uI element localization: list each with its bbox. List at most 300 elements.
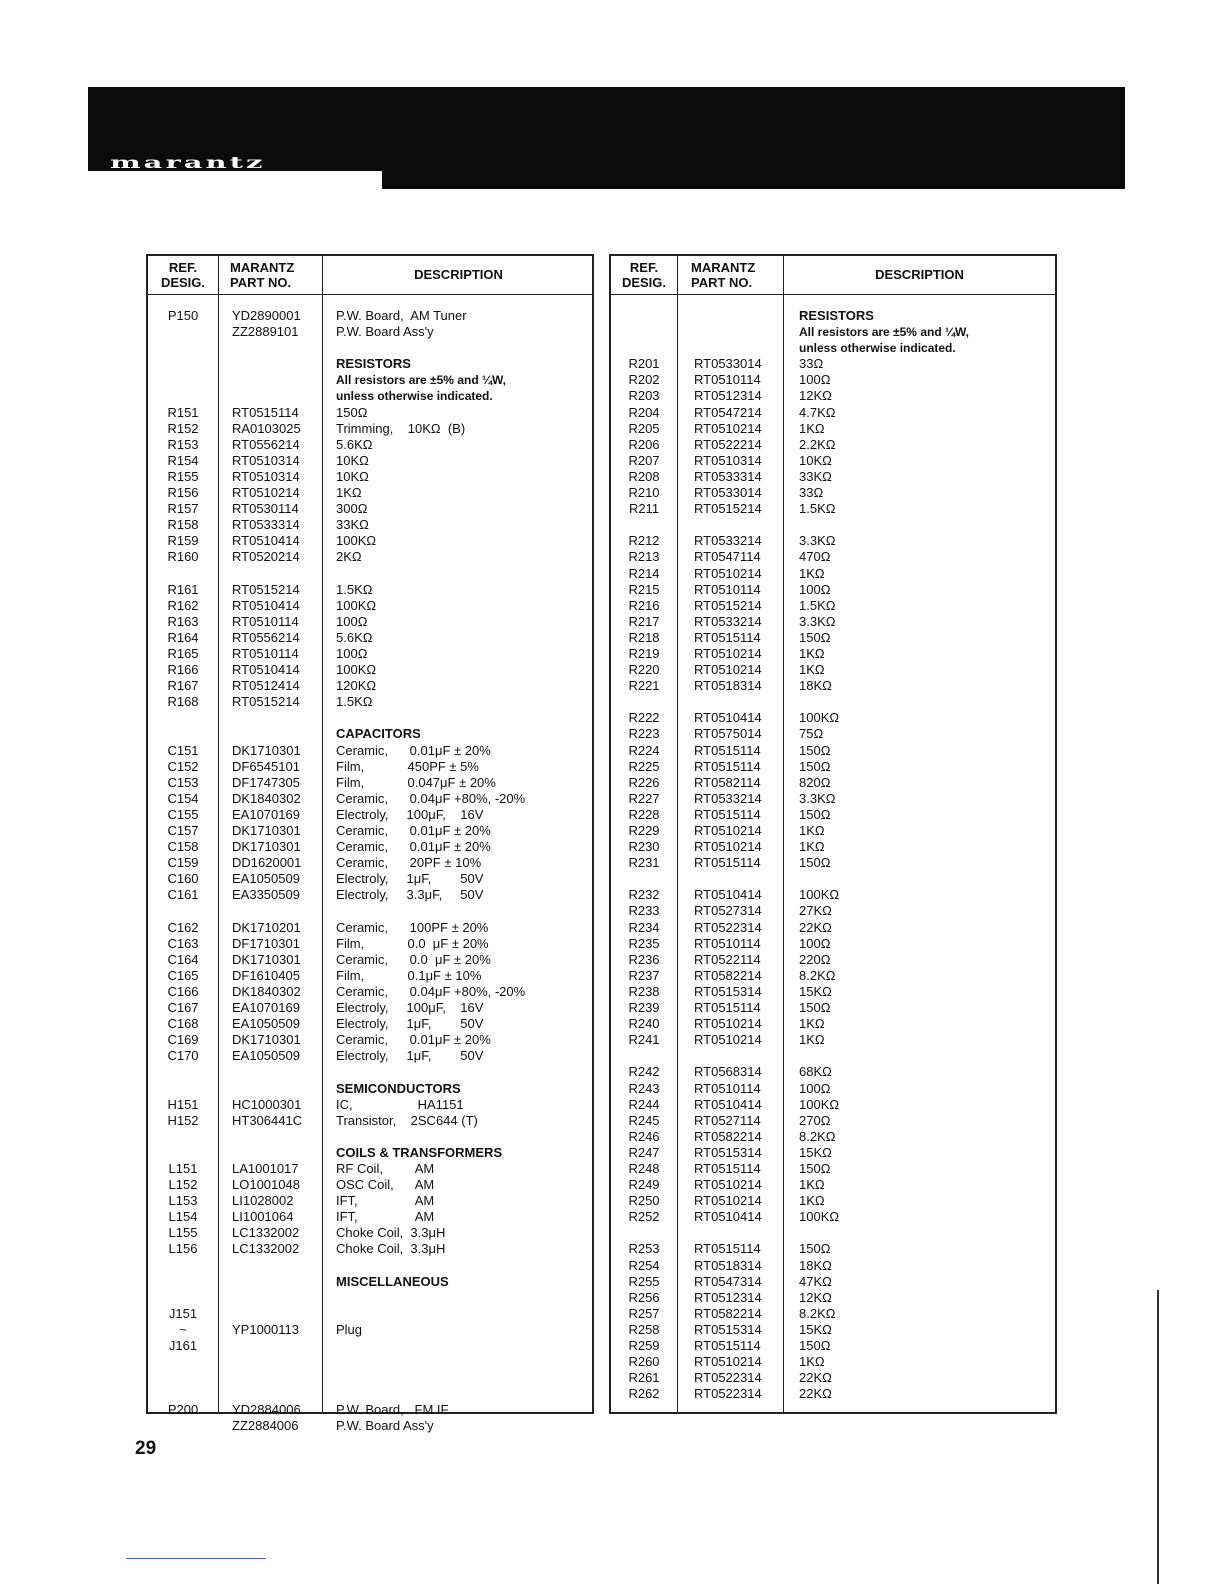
description-cell: Film, 0.0 μF ± 20% bbox=[336, 935, 489, 951]
ref-desig-cell: C151 bbox=[167, 742, 199, 758]
description-cell: 150Ω bbox=[799, 1338, 831, 1353]
ref-desig-cell: L154 bbox=[168, 1209, 198, 1225]
part-no-cell: RT0533014 bbox=[694, 485, 762, 501]
ref-desig-cell: R163 bbox=[167, 613, 199, 629]
ref-desig-cell: L152 bbox=[168, 1177, 198, 1193]
table-row bbox=[611, 743, 1055, 759]
table-row bbox=[611, 453, 1055, 469]
part-no-cell: RT0515114 bbox=[694, 629, 761, 645]
table-row bbox=[148, 807, 592, 823]
part-no-cell: RT0533214 bbox=[694, 613, 762, 629]
ref-desig-cell: R210 bbox=[628, 485, 660, 501]
header-divider bbox=[148, 294, 592, 295]
part-no-cell: DK1710301 bbox=[232, 1032, 301, 1048]
part-no-cell: RT0510214 bbox=[694, 565, 762, 581]
part-no-cell: RT0547114 bbox=[694, 549, 761, 565]
table-row bbox=[148, 678, 592, 694]
table-row bbox=[148, 501, 592, 517]
section-heading: RESISTORS bbox=[799, 308, 874, 323]
part-no-cell: RT0512414 bbox=[232, 678, 300, 694]
table-row bbox=[611, 1145, 1055, 1161]
part-no-cell: DF1610405 bbox=[232, 967, 300, 983]
description-cell: 33KΩ bbox=[336, 517, 369, 533]
ref-desig-cell: R203 bbox=[628, 388, 660, 404]
table-row bbox=[611, 968, 1055, 984]
part-no-cell: RT0510114 bbox=[694, 1080, 761, 1096]
table-row bbox=[611, 871, 1055, 887]
part-no-cell: RT0510214 bbox=[694, 645, 762, 661]
description-cell: 10KΩ bbox=[336, 452, 369, 468]
part-no-cell: RT0556214 bbox=[232, 629, 300, 645]
description-cell: 100KΩ bbox=[799, 710, 840, 726]
table-row bbox=[611, 421, 1055, 437]
ref-desig-cell: R248 bbox=[628, 1160, 660, 1176]
part-no-cell: RT0515114 bbox=[694, 806, 761, 822]
description-cell: 12KΩ bbox=[799, 388, 832, 404]
table-row bbox=[148, 1306, 592, 1322]
description-cell: Ceramic, 0.01μF ± 20% bbox=[336, 823, 491, 838]
description-cell: Ceramic, 0.01μF ± 20% bbox=[336, 839, 491, 855]
table-row bbox=[611, 598, 1055, 614]
part-no-cell: DD1620001 bbox=[232, 855, 302, 871]
table-row bbox=[611, 791, 1055, 807]
description-cell: 100KΩ bbox=[799, 887, 840, 903]
description-cell: 33Ω bbox=[799, 356, 824, 372]
table-row bbox=[611, 1209, 1055, 1225]
table-row bbox=[148, 1322, 592, 1338]
part-no-cell: RT0515114 bbox=[694, 855, 761, 871]
part-no-cell: EA1070169 bbox=[232, 806, 300, 822]
table-row bbox=[148, 1338, 592, 1354]
part-no-cell: RT0515114 bbox=[694, 742, 761, 758]
table-row bbox=[611, 549, 1055, 565]
part-no-cell: YP1000113 bbox=[232, 1321, 299, 1337]
ref-desig-cell: R247 bbox=[628, 1144, 660, 1160]
table-row bbox=[611, 485, 1055, 501]
part-no-cell: RT0515114 bbox=[694, 1000, 761, 1016]
description-cell: 150Ω bbox=[799, 1241, 831, 1257]
ref-desig-cell: C169 bbox=[167, 1032, 199, 1048]
part-no-cell: RT0510214 bbox=[694, 1193, 762, 1209]
part-no-cell: RT0510414 bbox=[232, 662, 300, 678]
part-no-cell: RT0520214 bbox=[232, 549, 300, 565]
ref-desig-cell: R214 bbox=[628, 565, 660, 581]
part-no-cell: RT0518314 bbox=[694, 1257, 762, 1273]
ref-desig-header: REF. DESIG. bbox=[621, 260, 667, 290]
description-cell: 10KΩ bbox=[336, 468, 369, 484]
table-row bbox=[611, 646, 1055, 662]
scan-edge-line bbox=[1157, 1290, 1159, 1584]
part-no-cell: RT0575014 bbox=[694, 726, 762, 742]
description-cell: Electroly, 1μF, 50V bbox=[336, 1048, 484, 1064]
table-row bbox=[611, 1193, 1055, 1209]
part-no-cell: DK1710301 bbox=[232, 823, 301, 838]
description-cell: 100Ω bbox=[799, 935, 831, 951]
table-row bbox=[148, 1048, 592, 1064]
table-row bbox=[148, 324, 592, 340]
description-cell: 10KΩ bbox=[799, 452, 832, 468]
section-note: All resistors are ±5% and ¼W, bbox=[336, 373, 506, 388]
ref-desig-cell: R253 bbox=[628, 1241, 660, 1257]
table-row bbox=[148, 485, 592, 501]
part-no-cell: RT0515114 bbox=[694, 1338, 761, 1353]
description-cell: Trimming, 10KΩ (B) bbox=[336, 420, 466, 436]
description-cell: 1.5KΩ bbox=[336, 581, 373, 597]
description-cell: 1KΩ bbox=[799, 1032, 825, 1048]
footer-rule bbox=[126, 1558, 266, 1559]
table-row bbox=[148, 952, 592, 968]
description-cell: 150Ω bbox=[799, 629, 831, 645]
ref-desig-cell: L156 bbox=[168, 1241, 198, 1257]
ref-desig-cell: R155 bbox=[167, 468, 199, 484]
part-no-cell: LO1001048 bbox=[232, 1177, 300, 1193]
ref-desig-cell: R233 bbox=[628, 903, 660, 919]
ref-desig-cell: C152 bbox=[167, 758, 199, 774]
part-no-cell: RT0515214 bbox=[694, 501, 762, 517]
header-banner-tab bbox=[382, 171, 1125, 189]
part-no-cell: YD2890001 bbox=[232, 308, 301, 323]
ref-desig-cell: R158 bbox=[167, 517, 199, 533]
ref-desig-cell: R165 bbox=[167, 645, 199, 661]
description-cell: 1KΩ bbox=[799, 565, 825, 581]
part-no-cell: RT0515114 bbox=[694, 1160, 761, 1176]
table-rows bbox=[148, 308, 592, 1435]
ref-desig-cell: R213 bbox=[628, 549, 660, 565]
ref-desig-cell: R160 bbox=[167, 549, 199, 565]
table-row bbox=[148, 453, 592, 469]
ref-desig-cell: J161 bbox=[168, 1338, 198, 1353]
ref-desig-cell: H152 bbox=[167, 1112, 199, 1128]
table-row bbox=[148, 517, 592, 533]
description-cell: 100Ω bbox=[799, 372, 831, 388]
part-no-cell: EA1050509 bbox=[232, 1016, 300, 1032]
description-cell: Ceramic, 0.01μF ± 20% bbox=[336, 742, 491, 758]
description-cell: 75Ω bbox=[799, 726, 824, 742]
part-no-cell: RT0582214 bbox=[694, 967, 762, 983]
table-row bbox=[611, 324, 1055, 340]
ref-desig-cell: R258 bbox=[628, 1321, 660, 1337]
part-no-cell: DF1710301 bbox=[232, 935, 300, 951]
description-cell: 3.3KΩ bbox=[799, 533, 836, 549]
description-cell: Ceramic, 20PF ± 10% bbox=[336, 855, 482, 871]
part-no-cell: EA1050509 bbox=[232, 1048, 300, 1064]
table-row bbox=[611, 1081, 1055, 1097]
ref-desig-cell: R252 bbox=[628, 1209, 660, 1225]
ref-desig-cell: C155 bbox=[167, 806, 199, 822]
table-row bbox=[611, 1322, 1055, 1338]
table-row bbox=[611, 1097, 1055, 1113]
description-cell: 15KΩ bbox=[799, 1144, 832, 1160]
part-no-cell: RT0510414 bbox=[232, 533, 300, 549]
table-row bbox=[611, 388, 1055, 404]
description-cell: 150Ω bbox=[799, 742, 831, 758]
table-row bbox=[611, 839, 1055, 855]
description-cell: 1KΩ bbox=[799, 420, 825, 436]
ref-desig-cell: C168 bbox=[167, 1016, 199, 1032]
ref-desig-cell: R202 bbox=[628, 372, 660, 388]
ref-desig-cell: R234 bbox=[628, 919, 660, 935]
table-row bbox=[611, 517, 1055, 533]
ref-desig-cell: R156 bbox=[167, 485, 199, 501]
description-cell: IFT, AM bbox=[336, 1209, 435, 1225]
ref-desig-cell: R259 bbox=[628, 1338, 660, 1353]
ref-desig-cell: C170 bbox=[167, 1048, 199, 1064]
table-row bbox=[611, 1129, 1055, 1145]
description-cell: Choke Coil, 3.3μH bbox=[336, 1241, 446, 1257]
part-no-cell: RT0582114 bbox=[694, 774, 761, 790]
marantz-logo: marantz bbox=[110, 152, 266, 172]
table-row bbox=[611, 566, 1055, 582]
table-row bbox=[148, 726, 592, 742]
table-row bbox=[148, 1225, 592, 1241]
description-cell: 12KΩ bbox=[799, 1289, 832, 1305]
part-no-cell: DK1710201 bbox=[232, 919, 301, 935]
ref-desig-cell: P150 bbox=[167, 308, 199, 323]
description-cell: 820Ω bbox=[799, 774, 831, 790]
ref-desig-cell: C166 bbox=[167, 983, 199, 999]
description-cell: 1KΩ bbox=[799, 645, 825, 661]
part-no-cell: RA0103025 bbox=[232, 420, 301, 436]
description-cell: 33KΩ bbox=[799, 468, 832, 484]
part-no-cell: RT0568314 bbox=[694, 1064, 762, 1080]
table-row bbox=[148, 566, 592, 582]
description-cell: Electroly, 3.3μF, 50V bbox=[336, 887, 484, 903]
ref-desig-cell: R220 bbox=[628, 662, 660, 678]
part-no-cell: RT0515214 bbox=[232, 581, 300, 597]
table-row bbox=[611, 501, 1055, 517]
table-row bbox=[148, 710, 592, 726]
part-no-cell: RT0522214 bbox=[694, 436, 762, 452]
table-row bbox=[611, 1113, 1055, 1129]
part-no-cell: RT0510114 bbox=[232, 645, 299, 661]
part-no-header: MARANTZ PART NO. bbox=[230, 260, 295, 290]
part-no-cell: LI1001064 bbox=[232, 1209, 294, 1225]
ref-desig-cell: R152 bbox=[167, 420, 199, 436]
table-row bbox=[611, 1032, 1055, 1048]
ref-desig-cell: R261 bbox=[628, 1370, 660, 1386]
table-row bbox=[148, 887, 592, 903]
table-row bbox=[611, 662, 1055, 678]
ref-desig-cell: R161 bbox=[167, 581, 199, 597]
ref-desig-cell: R212 bbox=[628, 533, 660, 549]
table-row bbox=[611, 952, 1055, 968]
part-no-cell: EA3350509 bbox=[232, 887, 300, 903]
table-row bbox=[148, 646, 592, 662]
table-row bbox=[148, 1129, 592, 1145]
ref-desig-cell: R164 bbox=[167, 629, 199, 645]
ref-desig-cell: R217 bbox=[628, 613, 660, 629]
description-header: DESCRIPTION bbox=[414, 267, 503, 282]
table-row bbox=[148, 1081, 592, 1097]
table-row bbox=[611, 340, 1055, 356]
ref-desig-cell: R218 bbox=[628, 629, 660, 645]
part-no-cell: YD2884006 bbox=[232, 1402, 301, 1418]
description-cell: 2.2KΩ bbox=[799, 436, 836, 452]
ref-desig-cell: R243 bbox=[628, 1080, 660, 1096]
table-row bbox=[148, 1000, 592, 1016]
table-row bbox=[148, 630, 592, 646]
ref-desig-cell: C160 bbox=[167, 871, 199, 887]
part-no-cell: EA1070169 bbox=[232, 1000, 300, 1016]
section-heading: COILS & TRANSFORMERS bbox=[336, 1144, 503, 1160]
table-row bbox=[148, 968, 592, 984]
table-row bbox=[148, 1161, 592, 1177]
table-row bbox=[611, 405, 1055, 421]
part-no-cell: RT0510314 bbox=[694, 452, 762, 468]
table-row bbox=[611, 710, 1055, 726]
ref-desig-cell: R229 bbox=[628, 823, 660, 838]
description-cell: 8.2KΩ bbox=[799, 1305, 836, 1321]
ref-desig-cell: R162 bbox=[167, 597, 199, 613]
description-cell: 300Ω bbox=[336, 501, 368, 517]
ref-desig-cell: C161 bbox=[167, 887, 199, 903]
table-row bbox=[148, 823, 592, 839]
part-no-cell: HT306441C bbox=[232, 1112, 303, 1128]
ref-desig-cell: L151 bbox=[168, 1160, 198, 1176]
ref-desig-cell: R257 bbox=[628, 1305, 660, 1321]
ref-desig-cell: R219 bbox=[628, 645, 660, 661]
table-row bbox=[148, 791, 592, 807]
ref-desig-cell: R230 bbox=[628, 839, 660, 855]
description-cell: 3.3KΩ bbox=[799, 613, 836, 629]
part-no-cell: RT0547214 bbox=[694, 404, 762, 420]
ref-desig-cell: R260 bbox=[628, 1354, 660, 1370]
description-cell: P.W. Board Ass'y bbox=[336, 1418, 434, 1434]
ref-desig-cell: L153 bbox=[168, 1193, 198, 1209]
description-cell: 100Ω bbox=[799, 1080, 831, 1096]
table-row bbox=[148, 549, 592, 565]
ref-desig-cell: R239 bbox=[628, 1000, 660, 1016]
part-no-cell: RT0530114 bbox=[232, 501, 299, 517]
description-cell: 150Ω bbox=[799, 806, 831, 822]
part-no-cell: RT0510214 bbox=[694, 1177, 762, 1193]
ref-desig-cell: R167 bbox=[167, 678, 199, 694]
table-row bbox=[611, 1258, 1055, 1274]
table-row bbox=[611, 1241, 1055, 1257]
ref-desig-cell: R245 bbox=[628, 1112, 660, 1128]
description-cell: Plug bbox=[336, 1321, 363, 1337]
description-cell: 68KΩ bbox=[799, 1064, 832, 1080]
table-row bbox=[148, 871, 592, 887]
part-no-cell: RT0510214 bbox=[694, 662, 762, 678]
description-cell: 22KΩ bbox=[799, 919, 832, 935]
table-rows bbox=[611, 308, 1055, 1402]
part-no-cell: DK1710301 bbox=[232, 951, 301, 967]
description-cell: 3.3KΩ bbox=[799, 790, 836, 806]
table-row bbox=[611, 582, 1055, 598]
description-cell: 8.2KΩ bbox=[799, 1128, 836, 1144]
description-cell: 22KΩ bbox=[799, 1370, 832, 1386]
part-no-cell: DK1840302 bbox=[232, 790, 301, 806]
table-row bbox=[611, 855, 1055, 871]
description-cell: Film, 0.047μF ± 20% bbox=[336, 774, 496, 790]
description-cell: 100KΩ bbox=[336, 533, 377, 549]
table-row bbox=[611, 726, 1055, 742]
description-cell: 470Ω bbox=[799, 549, 831, 565]
description-cell: 8.2KΩ bbox=[799, 967, 836, 983]
table-row bbox=[148, 1258, 592, 1274]
description-cell: 150Ω bbox=[799, 1160, 831, 1176]
ref-desig-header: REF. DESIG. bbox=[160, 260, 206, 290]
table-row bbox=[148, 1177, 592, 1193]
ref-desig-cell: C164 bbox=[167, 951, 199, 967]
ref-desig-cell: R216 bbox=[628, 597, 660, 613]
description-cell: 15KΩ bbox=[799, 1321, 832, 1337]
section-heading: CAPACITORS bbox=[336, 726, 421, 742]
table-row bbox=[148, 469, 592, 485]
part-no-cell: HC1000301 bbox=[232, 1096, 302, 1112]
table-row bbox=[611, 936, 1055, 952]
ref-desig-cell: L155 bbox=[168, 1225, 198, 1241]
ref-desig-cell: P200 bbox=[167, 1402, 199, 1418]
ref-desig-cell: R206 bbox=[628, 436, 660, 452]
part-no-cell: RT0515214 bbox=[694, 597, 762, 613]
table-row bbox=[148, 1241, 592, 1257]
parts-table-right bbox=[609, 254, 1057, 1414]
table-row bbox=[611, 1048, 1055, 1064]
description-cell: 1.5KΩ bbox=[336, 694, 373, 710]
part-no-cell: RT0510414 bbox=[232, 597, 300, 613]
table-row bbox=[611, 1016, 1055, 1032]
ref-desig-cell: C153 bbox=[167, 774, 199, 790]
part-no-cell: RT0518314 bbox=[694, 678, 762, 694]
ref-desig-cell: R208 bbox=[628, 468, 660, 484]
part-no-header: MARANTZ PART NO. bbox=[691, 260, 756, 290]
ref-desig-cell: C165 bbox=[167, 967, 199, 983]
table-row bbox=[148, 855, 592, 871]
parts-table-left bbox=[146, 254, 594, 1434]
part-no-cell: RT0510314 bbox=[232, 468, 300, 484]
description-cell: 150Ω bbox=[799, 758, 831, 774]
part-no-cell: RT0515114 bbox=[694, 758, 761, 774]
table-row bbox=[611, 759, 1055, 775]
ref-desig-cell: R254 bbox=[628, 1257, 660, 1273]
table-row bbox=[148, 533, 592, 549]
part-no-cell: RT0515214 bbox=[232, 694, 300, 710]
part-no-cell: RT0582214 bbox=[694, 1128, 762, 1144]
part-no-cell: RT0522314 bbox=[694, 1386, 762, 1402]
description-cell: 15KΩ bbox=[799, 983, 832, 999]
section-note: All resistors are ±5% and ¼W, bbox=[799, 325, 969, 340]
ref-desig-cell: C163 bbox=[167, 935, 199, 951]
ref-desig-cell: R221 bbox=[628, 678, 660, 694]
ref-desig-cell: R231 bbox=[628, 855, 660, 871]
table-row bbox=[148, 1290, 592, 1306]
table-row bbox=[148, 1370, 592, 1386]
table-row bbox=[611, 614, 1055, 630]
ref-desig-cell: R159 bbox=[167, 533, 199, 549]
part-no-cell: DF1747305 bbox=[232, 774, 300, 790]
description-cell: 2KΩ bbox=[336, 549, 362, 565]
ref-desig-cell: R240 bbox=[628, 1016, 660, 1032]
section-note: unless otherwise indicated. bbox=[336, 389, 493, 404]
table-row bbox=[148, 388, 592, 404]
description-cell: 150Ω bbox=[336, 404, 368, 420]
table-row bbox=[611, 984, 1055, 1000]
ref-desig-cell: R157 bbox=[167, 501, 199, 517]
table-row bbox=[611, 823, 1055, 839]
table-row bbox=[148, 1209, 592, 1225]
ref-desig-cell: R228 bbox=[628, 806, 660, 822]
table-row bbox=[611, 1370, 1055, 1386]
part-no-cell: RT0510314 bbox=[232, 452, 300, 468]
header-divider bbox=[611, 294, 1055, 295]
description-cell: 1.5KΩ bbox=[799, 501, 836, 517]
ref-desig-cell: C162 bbox=[167, 919, 199, 935]
ref-desig-cell: R207 bbox=[628, 452, 660, 468]
section-heading: RESISTORS bbox=[336, 356, 411, 372]
description-cell: 1KΩ bbox=[799, 1354, 825, 1370]
